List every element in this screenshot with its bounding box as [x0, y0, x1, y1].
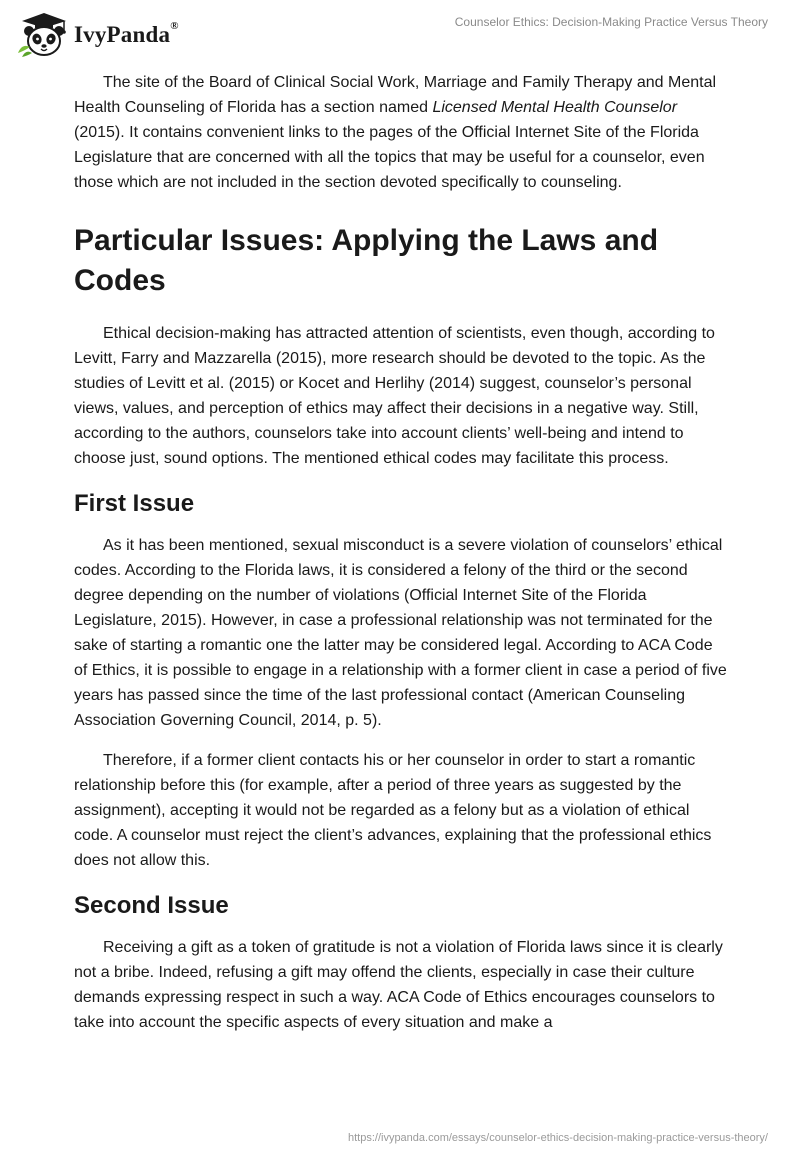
paragraph-5: Receiving a gift as a token of gratitude is not a violation of Florida laws since it is clearly not a bribe. Indeed, refusing a gift may offend the clients, especially in case their culture demands expressing respect in such a way. ACA Code of Ethics encourages counselors to take into account the specific aspects of every situation and make a — [74, 939, 723, 1031]
document-title: Counselor Ethics: Decision-Making Practice Versus Theory — [454, 15, 768, 29]
paragraph-1-end: (2015). It contains convenient links to the pages of the Official Internet Site of the Florida Legislature that are concerned with all the topics that may be useful for a counselor, even those which are not included in the section devoted specifically to counseling. — [74, 124, 705, 191]
subheading-first-issue: First Issue — [74, 490, 195, 517]
paragraph-1-italic-title: Licensed Mental Health Counselor — [432, 99, 678, 116]
logo-wordmark — [74, 22, 179, 48]
page-header — [0, 0, 800, 70]
ivypanda-logo[interactable] — [14, 9, 179, 59]
paragraph-3: As it has been mentioned, sexual misconduct is a severe violation of counselors’ ethical codes. According to the Florida laws, it is considered a felony of the third or the second degree depending on the number of violations (Official Internet Site of the Florida Legislature, 2015). However, in case a professional relationship was not terminated for the sake of starting a romantic one the latter may be considered legal. According to ACA Code of Ethics, it is possible to engage in a relationship with a former client in case a period of five years has passed since the time of the last professional contact (American Counseling Association Governing Council, 2014, p. 5). — [74, 537, 727, 729]
paragraph-4: Therefore, if a former client contacts his or her counselor in order to start a romantic relationship before this (for example, after a period of three years as suggested by the assignment), accepting it would not be regarded as a felony but as a violation of ethical code. A counselor must reject the client’s advances, explaining that the professional ethics does not allow this. — [74, 752, 712, 869]
registered-mark: ® — [170, 20, 179, 32]
logo-text: IvyPanda — [74, 22, 171, 47]
source-url[interactable]: https://ivypanda.com/essays/counselor-ethics-decision-making-practice-versus-theory/ — [347, 1132, 768, 1144]
paragraph-1-start: The site of the Board of Clinical Social Work, Marriage and Family Therapy and Mental Health Counseling of Florida has a section named — [74, 74, 717, 116]
section-heading-particular-issues: Particular Issues: Applying the Laws and Codes — [74, 224, 659, 297]
subheading-second-issue: Second Issue — [74, 892, 229, 919]
article-body — [74, 70, 730, 1035]
paragraph-2: Ethical decision-making has attracted attention of scientists, even though, according to Levitt, Farry and Mazzarella (2015), more research should be devoted to the topic. As the studies of Levitt et al. (2015) or Kocet and Herlihy (2014) suggest, counselor’s personal views, values, and perception of ethics may affect their decisions in a negative way. Still, according to the authors, counselors take into account clients’ well-being and intend to choose just, sound options. The mentioned ethical codes may facilitate this process. — [74, 325, 715, 467]
paragraph-1 — [74, 70, 730, 195]
panda-logo-icon — [14, 9, 72, 59]
